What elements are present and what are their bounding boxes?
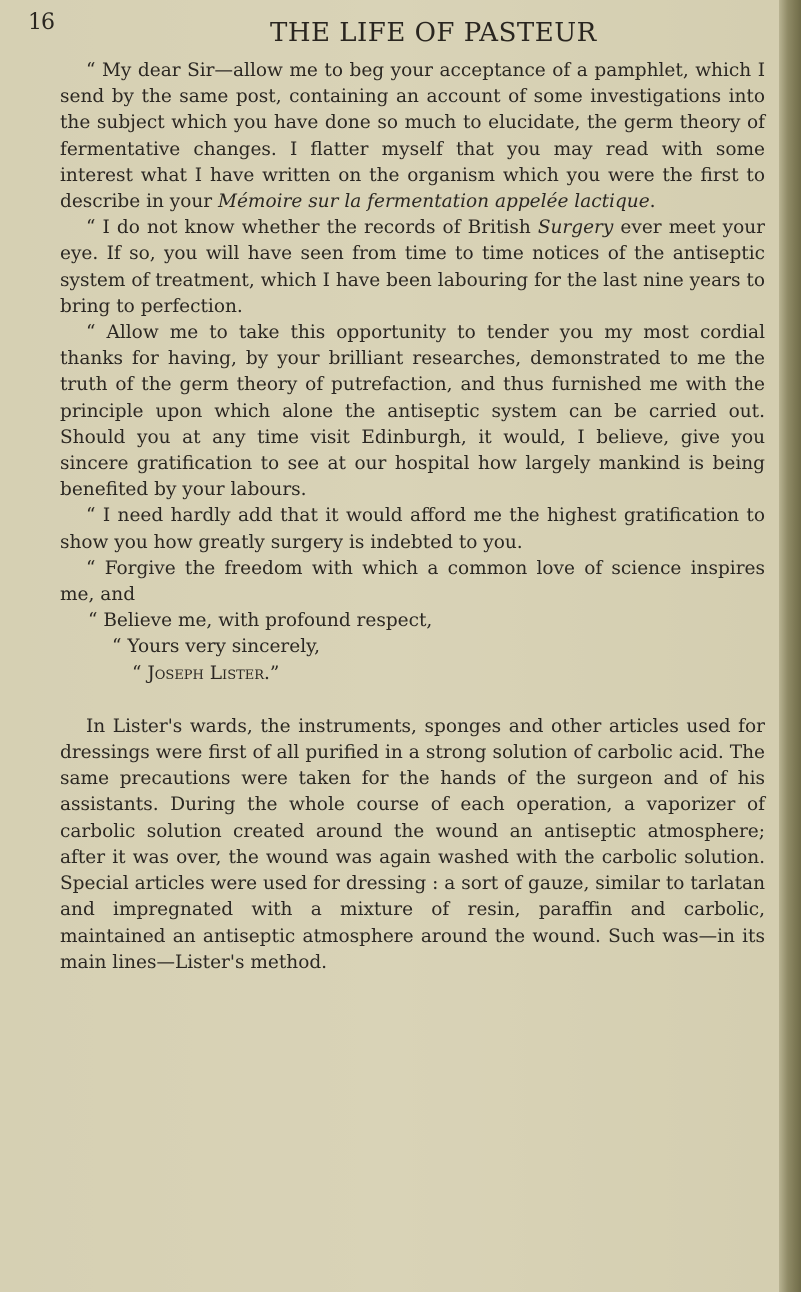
letter-closing-1: “ Believe me, with profound respect, [88, 610, 433, 632]
letter-paragraph-5: “ Forgive the freedom with which a common love of science inspires me, and [60, 557, 765, 606]
letter-p1-end: . [649, 191, 656, 213]
letter-p2-text-a: “ I do not know whether the records of British [86, 217, 538, 239]
paragraph-spacer [60, 687, 765, 714]
letter-paragraph-1 [60, 58, 765, 215]
page-header [0, 8, 782, 48]
letter-signature: “ Joseph Lister.” [132, 662, 280, 684]
letter-paragraph-2 [60, 215, 765, 320]
page-edge [779, 0, 801, 1292]
letter-paragraph-4: “ I need hardly add that it would afford me the highest gratification to show you how greatly surgery is indebted to you. [60, 505, 765, 553]
page-text [60, 58, 765, 976]
running-head: THE LIFE OF PASTEUR [270, 18, 597, 48]
letter-p2-text-b: ever meet your eye. If so, you will have seen from time to time notices of the antiseptic system of treatment, which I have been labouring for the last nine years to bring to perfection. [60, 217, 765, 317]
letter-paragraph-3: “ Allow me to take this opportunity to tender you my most cordial thanks for having, by your brilliant researches, demonstrated to me the truth of the germ theory of putrefaction, and thus furnished me with the principle upon which alone the antiseptic system can be carried out. Should you at any time visit Edinburgh, it would, I believe, give you sincere gratification to see at our hospital how largely mankind is being benefited by your labours. [60, 322, 765, 501]
body-paragraph: In Lister's wards, the instruments, sponges and other articles used for dressings were first of all purified in a strong solution of carbolic acid. The same precautions were taken for the hands of the surgeon and of his assistants. During the whole course of each operation, a vaporizer of carbolic solution created around the wound an antiseptic atmosphere; after it was over, the wound was again washed with the carbolic solution. Special articles were used for dressing : a sort of gauze, similar to tarlatan and impregnated with a mixture of resin, paraffin and carbolic, maintained an antiseptic atmosphere around the wound. Such was—in its main lines—Lister's method. [60, 715, 765, 973]
page-number: 16 [28, 10, 54, 35]
surgery-title: Surgery [537, 217, 614, 239]
letter-p1-text: “ My dear Sir—allow me to beg your acceptance of a pamphlet, which I send by the same post, containing an account of some investigations into the subject which you have done so much to elucidate, the germ theory of fermentative changes. I flatter myself that you may read with some interest what I have written on the organism which you were the first to describe in your [60, 60, 765, 213]
memoire-title: Mémoire sur la fermentation appelée lactique [218, 191, 650, 213]
letter-closing-2: “ Yours very sincerely, [112, 636, 321, 658]
